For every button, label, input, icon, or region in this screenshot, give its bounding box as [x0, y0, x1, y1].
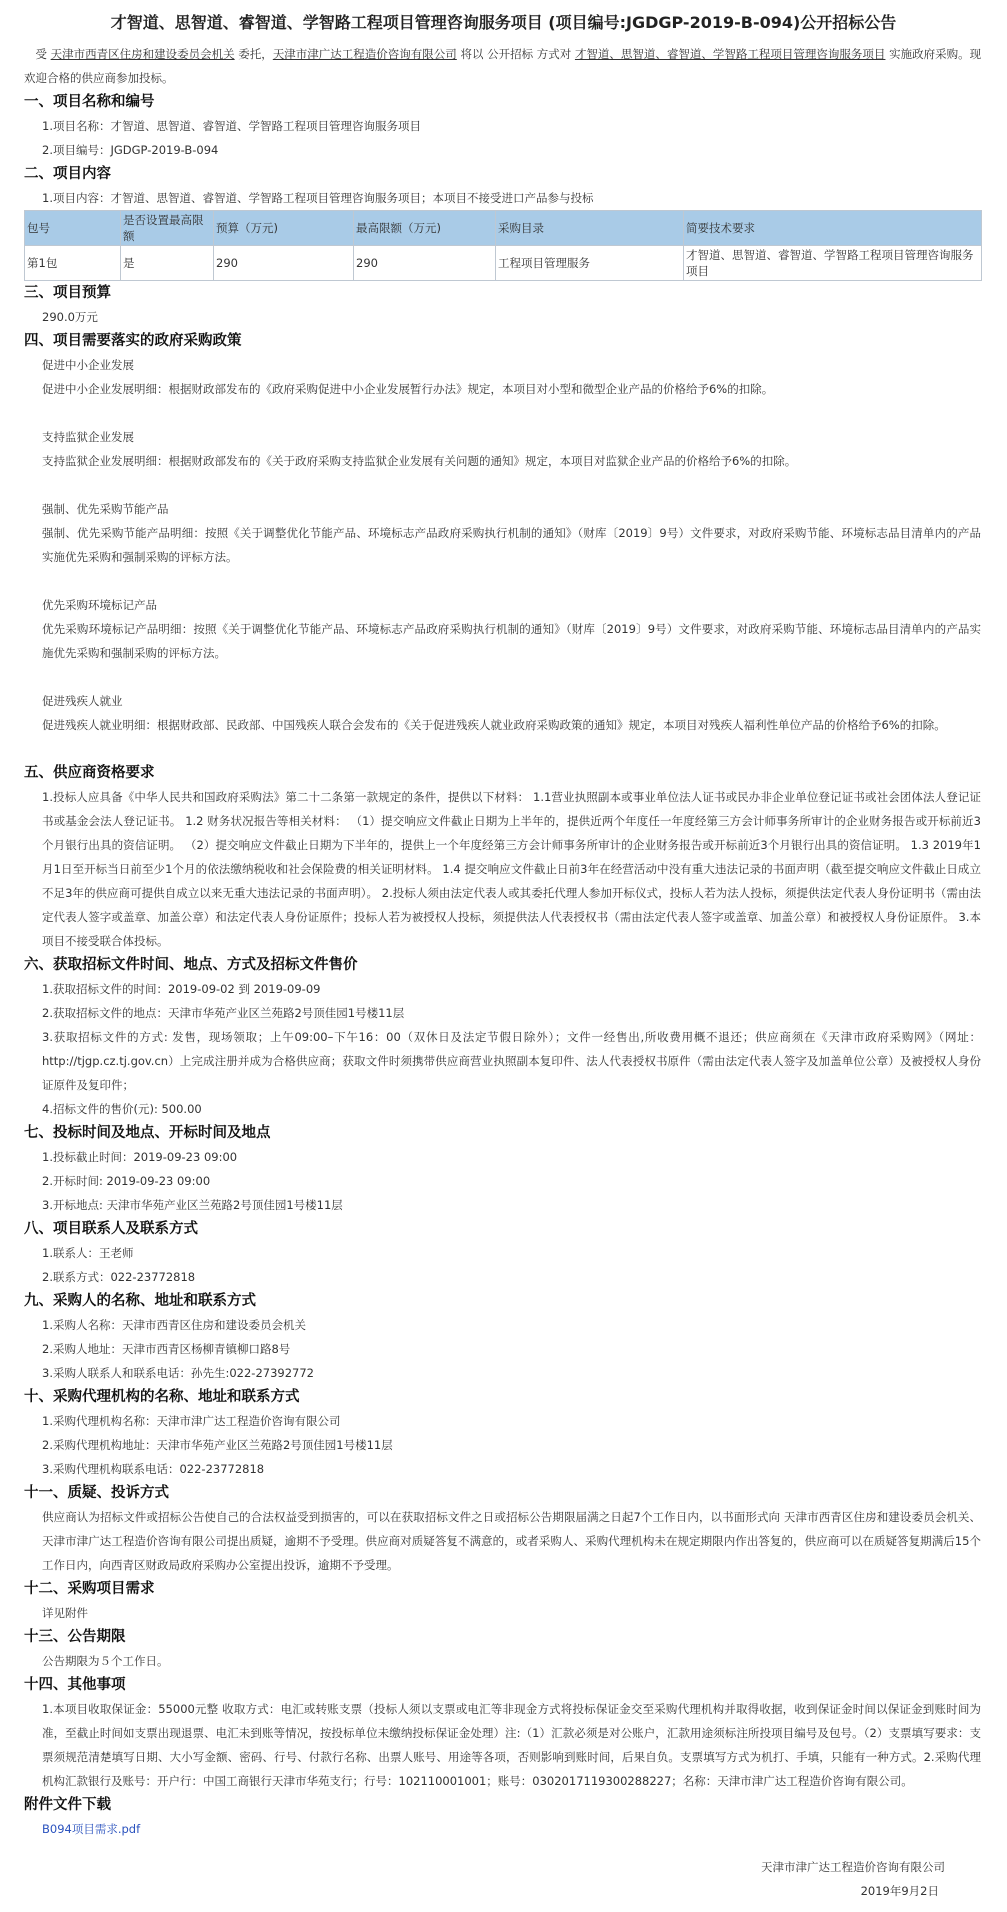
column-header: 采购目录 [496, 211, 684, 246]
column-header: 最高限额（万元) [354, 211, 496, 246]
section-heading: 三、项目预算 [24, 285, 111, 301]
budget-value: 290.0万元 [42, 310, 98, 324]
table-cell: 才智道、思智道、睿智道、学智路工程项目管理咨询服务项目 [684, 246, 982, 281]
text-line: 2.采购代理机构地址：天津市华苑产业区兰苑路2号顶佳园1号楼11层 [42, 1438, 393, 1452]
text-line: 1.采购代理机构名称：天津市津广达工程造价咨询有限公司 [42, 1414, 341, 1428]
policy-title: 促进中小企业发展 [42, 358, 134, 372]
section-heading: 十三、公告期限 [24, 1629, 126, 1645]
complaint-text: 供应商认为招标文件或招标公告使自己的合法权益受到损害的，可以在获取招标文件之日或招标公告期限届满之日起7个工作日内，以书面形式向 天津市西青区住房和建设委员会机关、天津市津广达工程造价咨询有限公司提出质疑，逾期不予受理。供应商对质疑答复不满意的，或者采购人、采购代理机构未在规定期限内作出答复的，供应商可以在质疑答复期满后15个工作日内，向西青区财政局政府采购办公室提出投诉，逾期不予受理。 [42, 1510, 981, 1572]
section-heading: 四、项目需要落实的政府采购政策 [24, 333, 242, 349]
policy-detail: 强制、优先采购节能产品明细：按照《关于调整优化节能产品、环境标志产品政府采购执行机制的通知》（财库〔2019〕9号）文件要求，对政府采购节能、环境标志品目清单内的产品实施优先采购和强制采购的评标方法。 [42, 526, 981, 564]
other-matters-text: 1.本项目收取保证金：55000元整 收取方式：电汇或转账支票（投标人须以支票或电汇等非现金方式将投标保证金交至采购代理机构并取得收据，收到保证金时间以保证金到账时间为准，至截止时间如支票出现退票、电汇未到账等情况，按投标单位未缴纳投标保证金处理）注:（1）汇款必须是对公账户，汇款用途须标注所投项目编号及包号。（2）支票填写要求：支票须规范清楚填写日期、大小写金额、密码、行号、付款行名称、出票人账号、用途等各项，否则影响到账时间，后果自负。支票填写方式为机打、手填，只能有一种方式。2.采购代理机构汇款银行及账号：开户行：中国工商银行天津市华苑支行；行号：102110001001；账号：0302017119300288227；名称：天津市津广达工程造价咨询有限公司。 [42, 1702, 981, 1788]
table-cell: 第1包 [25, 246, 121, 281]
policy-title: 优先采购环境标记产品 [42, 598, 157, 612]
section-heading: 二、项目内容 [24, 166, 111, 182]
text-line: 2.获取招标文件的地点：天津市华苑产业区兰苑路2号顶佳园1号楼11层 [42, 1006, 405, 1020]
intro-paragraph: 受 天津市西青区住房和建设委员会机关 委托，天津市津广达工程造价咨询有限公司 将以 公开招标 方式对 才智道、思智道、睿智道、学智路工程项目管理咨询服务项目 实施政府采购。现欢迎合格的供应商参加投标。 [24, 47, 982, 85]
section-heading: 九、采购人的名称、地址和联系方式 [24, 1293, 256, 1309]
section-heading: 十四、其他事项 [24, 1677, 126, 1693]
table-row [25, 246, 982, 281]
text-line: 1.获取招标文件的时间：2019-09-02 到 2019-09-09 [42, 982, 321, 996]
column-header: 简要技术要求 [684, 211, 982, 246]
signature-org: 天津市津广达工程造价咨询有限公司 [761, 1860, 945, 1874]
text-line: 2.采购人地址：天津市西青区杨柳青镇柳口路8号 [42, 1342, 291, 1356]
column-header: 包号 [25, 211, 121, 246]
section-heading: 一、项目名称和编号 [24, 94, 155, 110]
text-line: 3.采购代理机构联系电话：022-23772818 [42, 1462, 265, 1476]
text-line: 3.获取招标文件的方式: 发售，现场领取；上午09:00–下午16：00（双休日及法定节假日除外）；文件一经售出,所收费用概不退还；供应商须在《天津市政府采购网》（网址：http://tjgp.cz.tj.gov.cn）上完成注册并成为合格供应商；获取文件时须携带供应商营业执照副本复印件、法人代表授权书原件（需由法定代表人签字及加盖单位公章）及被授权人身份证原件及复印件； [42, 1030, 981, 1092]
table-cell: 工程项目管理服务 [496, 246, 684, 281]
text-line: 1.投标截止时间：2019-09-23 09:00 [42, 1150, 238, 1164]
section-heading: 十一、质疑、投诉方式 [24, 1485, 169, 1501]
section-heading: 十、采购代理机构的名称、地址和联系方式 [24, 1389, 300, 1405]
purchaser-name: 天津市西青区住房和建设委员会机关 [50, 47, 235, 61]
text-line: 详见附件 [42, 1606, 88, 1620]
column-header: 预算（万元) [214, 211, 354, 246]
section-heading: 五、供应商资格要求 [24, 765, 155, 781]
policy-title: 支持监狱企业发展 [42, 430, 134, 444]
section-heading: 十二、采购项目需求 [24, 1581, 155, 1597]
table-header-row [25, 211, 982, 246]
text-line: 1.项目内容：才智道、思智道、睿智道、学智路工程项目管理咨询服务项目；本项目不接受进口产品参与投标 [42, 191, 594, 205]
page-title: 才智道、思智道、睿智道、学智路工程项目管理咨询服务项目 (项目编号:JGDGP-2019-B-094)公开招标公告 [110, 13, 897, 32]
text-line: 1.项目名称：才智道、思智道、睿智道、学智路工程项目管理咨询服务项目 [42, 119, 421, 133]
project-name: 才智道、思智道、睿智道、学智路工程项目管理咨询服务项目 [574, 47, 886, 61]
policy-detail: 支持监狱企业发展明细：根据财政部发布的《关于政府采购支持监狱企业发展有关问题的通知》规定，本项目对监狱企业产品的价格给予6%的扣除。 [42, 454, 797, 468]
agency-name: 天津市津广达工程造价咨询有限公司 [272, 47, 457, 61]
package-table [24, 210, 982, 281]
text-line: 3.采购人联系人和联系电话：孙先生:022-27392772 [42, 1366, 314, 1380]
table-cell: 290 [354, 246, 496, 281]
text-line: 2.开标时间: 2019-09-23 09:00 [42, 1174, 211, 1188]
section-heading: 七、投标时间及地点、开标时间及地点 [24, 1125, 271, 1141]
text-line: 4.招标文件的售价(元): 500.00 [42, 1102, 202, 1116]
text-line: 公告期限为５个工作日。 [42, 1654, 169, 1668]
table-cell: 是 [121, 246, 214, 281]
signature-date: 2019年9月2日 [860, 1884, 939, 1898]
text-line: 1.联系人：王老师 [42, 1246, 134, 1260]
section-heading: 八、项目联系人及联系方式 [24, 1221, 198, 1237]
policy-title: 促进残疾人就业 [42, 694, 123, 708]
qualification-text: 1.投标人应具备《中华人民共和国政府采购法》第二十二条第一款规定的条件，提供以下材料： 1.1营业执照副本或事业单位法人证书或民办非企业单位登记证书或社会团体法人登记证书或基金会法人登记证书。 1.2 财务状况报告等相关材料： （1）提交响应文件截止日期为上半年的，提供近两个年度任一年度经第三方会计师事务所审计的企业财务报告或开标前近3个月银行出具的资信证明。 （2）提交响应文件截止日期为下半年的，提供上一个年度经第三方会计师事务所审计的企业财务报告或开标前近3个月银行出具的资信证明。 1.3 2019年1月1日至开标当日前至少1个月的依法缴纳税收和社会保险费的相关证明材料。 1.4 提交响应文件截止日前3年在经营活动中没有重大违法记录的书面声明（截至提交响应文件截止日成立不足3年的供应商可提供自成立以来无重大违法记录的书面声明）。 2.投标人须由法定代表人或其委托代理人参加开标仪式，投标人若为法人投标，须提供法定代表人身份证明书（需由法定代表人签字或盖章、加盖公章）和法定代表人身份证原件；投标人若为被授权人投标，须提供法人代表授权书（需由法定代表人签字或盖章、加盖公章）和被授权人身份证原件。 3.本项目不接受联合体投标。 [42, 790, 981, 948]
policy-title: 强制、优先采购节能产品 [42, 502, 169, 516]
policy-detail: 优先采购环境标记产品明细：按照《关于调整优化节能产品、环境标志产品政府采购执行机制的通知》（财库〔2019〕9号）文件要求，对政府采购节能、环境标志品目清单内的产品实施优先采购和强制采购的评标方法。 [42, 622, 981, 660]
text-line: 2.联系方式：022-23772818 [42, 1270, 196, 1284]
attachment-link[interactable]: B094项目需求.pdf [42, 1822, 141, 1836]
policy-detail: 促进中小企业发展明细：根据财政部发布的《政府采购促进中小企业发展暂行办法》规定，本项目对小型和微型企业产品的价格给予6%的扣除。 [42, 382, 774, 396]
table-cell: 290 [214, 246, 354, 281]
text-line: 3.开标地点: 天津市华苑产业区兰苑路2号顶佳园1号楼11层 [42, 1198, 343, 1212]
section-heading: 六、获取招标文件时间、地点、方式及招标文件售价 [24, 957, 358, 973]
text-line: 1.采购人名称：天津市西青区住房和建设委员会机关 [42, 1318, 306, 1332]
attachments-heading: 附件文件下载 [24, 1797, 111, 1813]
column-header: 是否设置最高限额 [121, 211, 214, 246]
text-line: 2.项目编号：JGDGP-2019-B-094 [42, 143, 219, 157]
policy-detail: 促进残疾人就业明细：根据财政部、民政部、中国残疾人联合会发布的《关于促进残疾人就业政府采购政策的通知》规定，本项目对残疾人福利性单位产品的价格给予6%的扣除。 [42, 718, 946, 732]
